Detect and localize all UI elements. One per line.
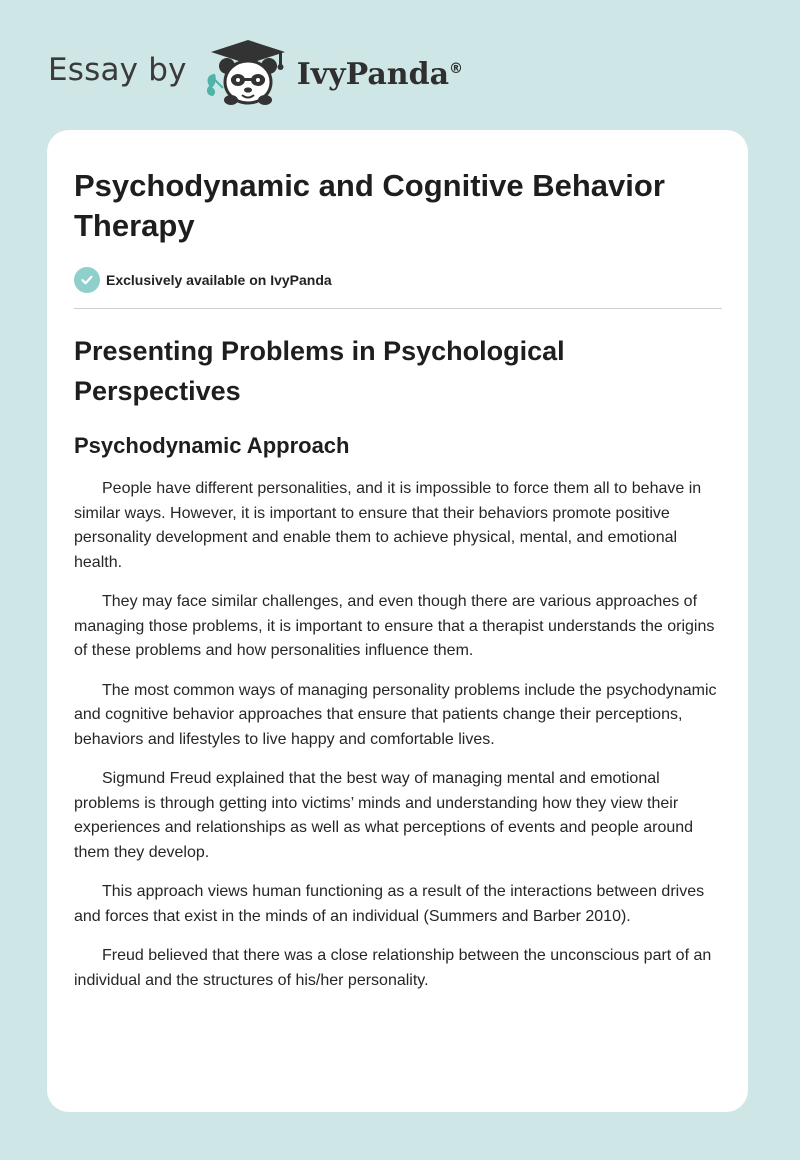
essay-card (47, 130, 748, 1112)
brand-header (48, 36, 463, 108)
paragraph: Freud believed that there was a close relationship between the unconscious part of an individual and the structures of his/her personality. (74, 947, 712, 989)
brand-prefix: Essay by (48, 52, 187, 88)
paragraph: Sigmund Freud explained that the best way of managing mental and emotional problems is through getting into victims’ minds and understanding how they view their experiences and relationships as well as what perceptions of events and people around them they develop. (74, 770, 694, 861)
title-divider (74, 308, 722, 309)
subsection-heading: Psychodynamic Approach (74, 433, 350, 458)
essay-body (74, 477, 722, 993)
page-title: Psychodynamic and Cognitive Behavior Therapy (74, 168, 665, 243)
exclusive-badge (74, 266, 722, 294)
paragraph: They may face similar challenges, and even though there are various approaches of managing those problems, it is important to ensure that a therapist understands the origins of these problems and how personalities influence them. (74, 593, 715, 659)
paragraph: The most common ways of managing personality problems include the psychodynamic and cognitive behavior approaches that ensure that patients change their perceptions, behaviors and lifestyles to live happy and comfortable lives. (74, 681, 717, 748)
brand-name: IvyPanda® (296, 56, 464, 92)
section-heading: Presenting Problems in Psychological Perspectives (74, 336, 565, 406)
badge-text: Exclusively available on IvyPanda (106, 272, 332, 288)
registered-mark: ® (449, 60, 464, 77)
paragraph: People have different personalities, and it is impossible to force them all to behave in similar ways. However, it is important to ensure that their behaviors promote positive personality development and enable them to achieve physical, mental, and emotional health. (74, 480, 702, 571)
check-circle-icon (74, 267, 100, 293)
paragraph: This approach views human functioning as a result of the interactions between drives and forces that exist in the minds of an individual (Summers and Barber 2010). (74, 883, 705, 925)
panda-graduation-cap-icon (201, 36, 295, 108)
